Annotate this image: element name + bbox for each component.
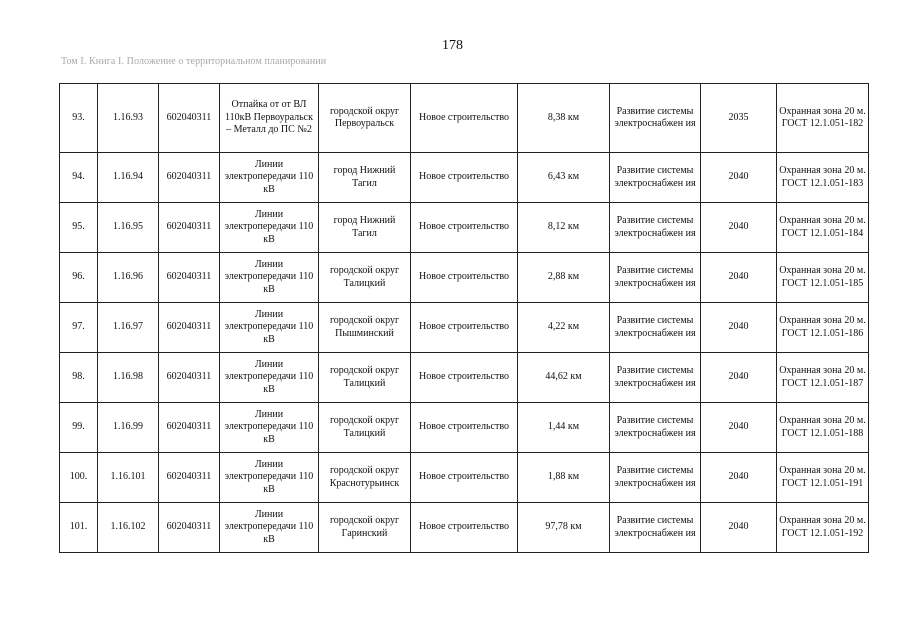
year-cell: 2040 — [701, 153, 777, 203]
length-cell: 1,44 км — [518, 403, 610, 453]
purpose-cell: Развитие системы электроснабжен ия — [610, 84, 701, 153]
zone-cell: Охранная зона 20 м. ГОСТ 12.1.051-183 — [777, 153, 869, 203]
purpose-cell: Развитие системы электроснабжен ия — [610, 353, 701, 403]
object-name-cell: Линии электропередачи 110 кВ — [220, 253, 319, 303]
status-cell: Новое строительство — [411, 303, 518, 353]
year-cell: 2040 — [701, 253, 777, 303]
object-code-cell: 1.16.97 — [98, 303, 159, 353]
purpose-cell: Развитие системы электроснабжен ия — [610, 503, 701, 553]
purpose-cell: Развитие системы электроснабжен ия — [610, 453, 701, 503]
length-cell: 2,88 км — [518, 253, 610, 303]
class-code-cell: 602040311 — [159, 453, 220, 503]
location-cell: городской округ Первоуральск — [319, 84, 411, 153]
object-code-cell: 1.16.101 — [98, 453, 159, 503]
object-code-cell: 1.16.93 — [98, 84, 159, 153]
object-name-cell: Линии электропередачи 110 кВ — [220, 153, 319, 203]
object-name-cell: Линии электропередачи 110 кВ — [220, 203, 319, 253]
status-cell: Новое строительство — [411, 153, 518, 203]
object-code-cell: 1.16.96 — [98, 253, 159, 303]
length-cell: 1,88 км — [518, 453, 610, 503]
object-name-cell: Линии электропередачи 110 кВ — [220, 353, 319, 403]
object-code-cell: 1.16.94 — [98, 153, 159, 203]
row-number-cell: 94. — [60, 153, 98, 203]
class-code-cell: 602040311 — [159, 153, 220, 203]
purpose-cell: Развитие системы электроснабжен ия — [610, 253, 701, 303]
table-row — [60, 203, 869, 253]
object-name-cell: Линии электропередачи 110 кВ — [220, 453, 319, 503]
location-cell: городской округ Гаринский — [319, 503, 411, 553]
length-cell: 97,78 км — [518, 503, 610, 553]
zone-cell: Охранная зона 20 м. ГОСТ 12.1.051-191 — [777, 453, 869, 503]
length-cell: 8,38 км — [518, 84, 610, 153]
row-number-cell: 95. — [60, 203, 98, 253]
class-code-cell: 602040311 — [159, 503, 220, 553]
year-cell: 2040 — [701, 453, 777, 503]
page-number: 178 — [442, 38, 463, 53]
object-code-cell: 1.16.102 — [98, 503, 159, 553]
status-cell: Новое строительство — [411, 84, 518, 153]
class-code-cell: 602040311 — [159, 84, 220, 153]
location-cell: городской округ Краснотурьинск — [319, 453, 411, 503]
purpose-cell: Развитие системы электроснабжен ия — [610, 203, 701, 253]
row-number-cell: 99. — [60, 403, 98, 453]
purpose-cell: Развитие системы электроснабжен ия — [610, 153, 701, 203]
status-cell: Новое строительство — [411, 253, 518, 303]
year-cell: 2035 — [701, 84, 777, 153]
class-code-cell: 602040311 — [159, 303, 220, 353]
zone-cell: Охранная зона 20 м. ГОСТ 12.1.051-186 — [777, 303, 869, 353]
status-cell: Новое строительство — [411, 403, 518, 453]
zone-cell: Охранная зона 20 м. ГОСТ 12.1.051-184 — [777, 203, 869, 253]
class-code-cell: 602040311 — [159, 353, 220, 403]
year-cell: 2040 — [701, 303, 777, 353]
zone-cell: Охранная зона 20 м. ГОСТ 12.1.051-188 — [777, 403, 869, 453]
object-name-cell: Линии электропередачи 110 кВ — [220, 403, 319, 453]
running-header: Том I. Книга I. Положение о территориальном планировании — [61, 56, 327, 67]
zone-cell: Охранная зона 20 м. ГОСТ 12.1.051-182 — [777, 84, 869, 153]
location-cell: город Нижний Тагил — [319, 203, 411, 253]
length-cell: 8,12 км — [518, 203, 610, 253]
year-cell: 2040 — [701, 503, 777, 553]
table-row — [60, 84, 869, 153]
object-code-cell: 1.16.98 — [98, 353, 159, 403]
location-cell: городской округ Талицкий — [319, 253, 411, 303]
table-row — [60, 453, 869, 503]
object-table — [59, 83, 869, 553]
status-cell: Новое строительство — [411, 453, 518, 503]
length-cell: 4,22 км — [518, 303, 610, 353]
purpose-cell: Развитие системы электроснабжен ия — [610, 403, 701, 453]
class-code-cell: 602040311 — [159, 253, 220, 303]
location-cell: городской округ Талицкий — [319, 403, 411, 453]
location-cell: городской округ Пышминский — [319, 303, 411, 353]
purpose-cell: Развитие системы электроснабжен ия — [610, 303, 701, 353]
object-code-cell: 1.16.95 — [98, 203, 159, 253]
table-row — [60, 153, 869, 203]
object-name-cell: Линии электропередачи 110 кВ — [220, 303, 319, 353]
row-number-cell: 100. — [60, 453, 98, 503]
table-row — [60, 353, 869, 403]
object-code-cell: 1.16.99 — [98, 403, 159, 453]
length-cell: 44,62 км — [518, 353, 610, 403]
zone-cell: Охранная зона 20 м. ГОСТ 12.1.051-185 — [777, 253, 869, 303]
class-code-cell: 602040311 — [159, 203, 220, 253]
class-code-cell: 602040311 — [159, 403, 220, 453]
row-number-cell: 96. — [60, 253, 98, 303]
year-cell: 2040 — [701, 353, 777, 403]
zone-cell: Охранная зона 20 м. ГОСТ 12.1.051-187 — [777, 353, 869, 403]
table-row — [60, 253, 869, 303]
location-cell: городской округ Талицкий — [319, 353, 411, 403]
zone-cell: Охранная зона 20 м. ГОСТ 12.1.051-192 — [777, 503, 869, 553]
year-cell: 2040 — [701, 403, 777, 453]
table-row — [60, 303, 869, 353]
year-cell: 2040 — [701, 203, 777, 253]
table-row — [60, 503, 869, 553]
object-name-cell: Отпайка от от ВЛ 110кВ Первоуральск – Металл до ПС №2 — [220, 84, 319, 153]
status-cell: Новое строительство — [411, 203, 518, 253]
status-cell: Новое строительство — [411, 353, 518, 403]
row-number-cell: 93. — [60, 84, 98, 153]
location-cell: город Нижний Тагил — [319, 153, 411, 203]
table-row — [60, 403, 869, 453]
length-cell: 6,43 км — [518, 153, 610, 203]
object-name-cell: Линии электропередачи 110 кВ — [220, 503, 319, 553]
row-number-cell: 101. — [60, 503, 98, 553]
row-number-cell: 97. — [60, 303, 98, 353]
status-cell: Новое строительство — [411, 503, 518, 553]
row-number-cell: 98. — [60, 353, 98, 403]
